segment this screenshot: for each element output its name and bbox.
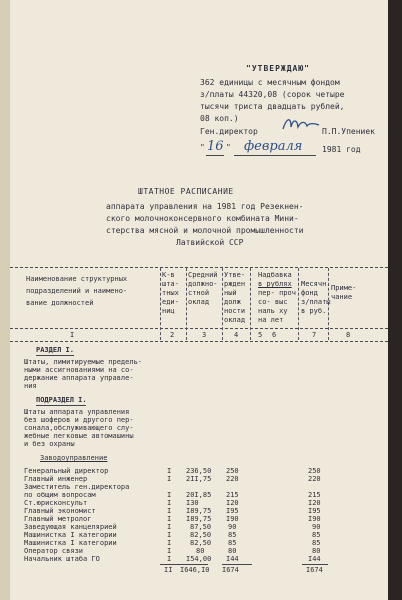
header-note: чание xyxy=(331,293,353,301)
header-bonus: Надбавка xyxy=(258,271,292,279)
row-approved: 220 xyxy=(226,475,239,483)
row-name: Заведующая канцелярией xyxy=(24,523,117,531)
header-count: шта- xyxy=(162,280,179,288)
header-count: тных xyxy=(162,289,179,297)
header-monthly: в руб. xyxy=(301,307,327,315)
row-count: I xyxy=(167,555,172,563)
row-name: Машинистка I категории xyxy=(24,539,117,547)
document-title: ШТАТНОЕ РАСПИСАНИЕ xyxy=(138,187,234,196)
column-divider xyxy=(298,268,299,340)
row-approved: I44 xyxy=(226,555,239,563)
heading-line: Латвийской ССР xyxy=(176,238,244,247)
column-number: 6 xyxy=(272,331,277,339)
header-bonus-col: на лет xyxy=(258,316,284,324)
subsection-line: и без охраны xyxy=(24,440,75,448)
row-avg: I89,75 xyxy=(186,507,212,515)
column-number: 7 xyxy=(312,331,317,339)
date-month-underline xyxy=(234,155,316,156)
row-avg: 87,50 xyxy=(190,523,212,531)
row-avg: 20I,85 xyxy=(186,491,212,499)
row-count: I xyxy=(167,491,172,499)
column-divider xyxy=(222,268,223,340)
group-title: Заводоуправление xyxy=(40,454,108,462)
total-rule xyxy=(222,564,252,565)
row-avg: 82,50 xyxy=(190,531,212,539)
row-count: I xyxy=(167,475,172,483)
row-monthly: 215 xyxy=(308,491,321,499)
row-count: I xyxy=(167,523,172,531)
row-monthly: I20 xyxy=(308,499,321,507)
header-avg: стной xyxy=(188,289,210,297)
header-note: Приме- xyxy=(331,284,357,292)
row-approved: I20 xyxy=(226,499,239,507)
header-count: еди- xyxy=(162,298,179,306)
row-approved: 250 xyxy=(226,467,239,475)
row-count: I xyxy=(167,467,172,475)
row-avg: 236,50 xyxy=(186,467,212,475)
row-count: I xyxy=(167,515,172,523)
row-avg: 82,50 xyxy=(190,539,212,547)
subsection-title: ПОДРАЗДЕЛ I. xyxy=(36,396,87,404)
section-title-underline xyxy=(36,355,74,356)
row-monthly: 90 xyxy=(312,523,321,531)
document-page xyxy=(10,0,388,600)
director-name: П.П.Упениек xyxy=(322,127,375,136)
column-divider xyxy=(250,268,251,340)
header-approved: ный xyxy=(224,289,237,297)
table-colnum-rule xyxy=(10,341,388,342)
row-name: Ст.юрисконсульт xyxy=(24,499,88,507)
date-year: 1981 год xyxy=(322,145,361,154)
header-count: ниц xyxy=(162,307,175,315)
subsection-line: сонала,обслуживающего слу- xyxy=(24,424,134,432)
approval-line: 362 единицы с месячным фондом xyxy=(200,78,340,87)
total-count: II xyxy=(164,566,173,574)
row-monthly: 85 xyxy=(312,531,321,539)
table-header-rule xyxy=(10,328,388,329)
total-monthly: I674 xyxy=(306,566,323,574)
row-avg: 2II,75 xyxy=(186,475,212,483)
subsection-line: без шоферов и другого пер- xyxy=(24,416,134,424)
subsection-title-underline xyxy=(36,405,86,406)
total-rule xyxy=(302,564,328,565)
header-approved: оклад xyxy=(224,316,246,324)
section-line: Штаты, лимитируемые предель- xyxy=(24,358,143,366)
column-number: 3 xyxy=(202,331,207,339)
header-monthly: фонд xyxy=(301,289,318,297)
approval-line: з/платы 44320,08 (сорок четыре xyxy=(200,90,345,99)
row-name: Генеральный директор xyxy=(24,467,109,475)
row-avg: I30 xyxy=(186,499,199,507)
row-count: I xyxy=(167,507,172,515)
approval-title: "УТВЕРЖДАЮ" xyxy=(246,64,310,73)
row-name: Главный инженер xyxy=(24,475,88,483)
row-name: Заместитель ген.директора xyxy=(24,483,130,491)
header-name: Наименование структурных xyxy=(26,275,128,283)
column-number: 2 xyxy=(170,331,175,339)
section-title: РАЗДЕЛ I. xyxy=(36,346,74,354)
heading-line: стерства мясной и молочной промышленности xyxy=(106,226,304,235)
total-approved: I674 xyxy=(222,566,239,574)
row-approved: 215 xyxy=(226,491,239,499)
date-day-underline xyxy=(206,155,224,156)
date-quote-open: " xyxy=(200,143,205,152)
row-name: Главный экономист xyxy=(24,507,96,515)
row-approved: I90 xyxy=(226,515,239,523)
row-avg: I89,75 xyxy=(186,515,212,523)
row-name: по общим вопросам xyxy=(24,491,96,499)
column-divider xyxy=(186,268,187,340)
total-rule xyxy=(160,564,208,565)
header-approved: ности xyxy=(224,307,246,315)
row-avg: I54,00 xyxy=(186,555,212,563)
row-monthly: 85 xyxy=(312,539,321,547)
total-avg: I646,I0 xyxy=(180,566,210,574)
row-monthly: I90 xyxy=(308,515,321,523)
row-count: I xyxy=(167,547,172,555)
subsection-line: Штаты аппарата управления xyxy=(24,408,130,416)
row-approved: 90 xyxy=(228,523,237,531)
row-name: Начальник штаба ГО xyxy=(24,555,100,563)
row-name: Главный метролог xyxy=(24,515,92,523)
row-count: I xyxy=(167,531,172,539)
row-name: Оператор связи xyxy=(24,547,84,555)
date-month: февраля xyxy=(244,139,303,154)
row-approved: I95 xyxy=(226,507,239,515)
heading-line: ского молочноконсервного комбината Мини- xyxy=(106,214,299,223)
date-day: 16 xyxy=(207,139,224,154)
column-number: 4 xyxy=(234,331,239,339)
row-approved: 85 xyxy=(228,539,237,547)
row-avg: 80 xyxy=(196,547,205,555)
header-approved: ржден xyxy=(224,280,246,288)
director-title: Ген.директор xyxy=(200,127,258,136)
header-name: подразделений и наимено- xyxy=(26,287,128,295)
approval-line: 08 коп.) xyxy=(200,114,239,123)
table-top-rule xyxy=(10,267,388,268)
section-line: ными ассигнованиями на со- xyxy=(24,366,134,374)
header-bonus-col: наль ху xyxy=(258,307,288,315)
column-number: I xyxy=(70,331,75,339)
row-monthly: 220 xyxy=(308,475,321,483)
row-monthly: I95 xyxy=(308,507,321,515)
section-line: ния xyxy=(24,382,37,390)
row-monthly: 250 xyxy=(308,467,321,475)
header-name: вание должностей xyxy=(26,299,94,307)
header-monthly: Месячн. xyxy=(301,280,331,288)
row-count: I xyxy=(167,539,172,547)
column-divider xyxy=(160,268,161,340)
header-bonus-col: со- выс xyxy=(258,298,288,306)
row-approved: 80 xyxy=(228,547,237,555)
header-approved: долж xyxy=(224,298,241,306)
page-edge xyxy=(0,0,10,600)
header-monthly: з/платы xyxy=(301,298,331,306)
header-bonus-col: пер- проч xyxy=(258,289,296,297)
section-line: держание аппарата управле- xyxy=(24,374,134,382)
date-quote-close: " xyxy=(226,143,231,152)
column-number: 5 xyxy=(258,331,263,339)
header-avg: Средний xyxy=(188,271,218,279)
signature-mark xyxy=(281,115,321,133)
row-monthly: I44 xyxy=(308,555,321,563)
approval-line: тысячи триста двадцать рублей, xyxy=(200,102,345,111)
row-name: Машинистка I категории xyxy=(24,531,117,539)
row-monthly: 80 xyxy=(312,547,321,555)
header-bonus: в рублях xyxy=(258,280,292,288)
header-avg: оклад xyxy=(188,298,210,306)
column-number: 8 xyxy=(346,331,351,339)
row-count: I xyxy=(167,499,172,507)
row-approved: 85 xyxy=(228,531,237,539)
header-avg: должно- xyxy=(188,280,218,288)
subsection-line: жебные легковые автомашины xyxy=(24,432,134,440)
header-count: К-в xyxy=(162,271,175,279)
heading-line: аппарата управления на 1981 год Резекнен- xyxy=(106,202,304,211)
header-approved: Утве- xyxy=(224,271,246,279)
